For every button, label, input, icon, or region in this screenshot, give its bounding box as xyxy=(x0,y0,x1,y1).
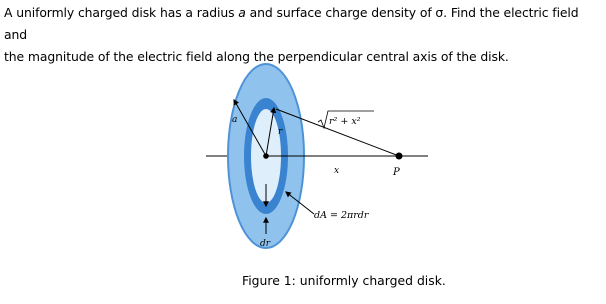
label-r: r xyxy=(278,127,283,137)
figure-caption: Figure 1: uniformly charged disk. xyxy=(242,273,446,288)
label-a: a xyxy=(232,115,238,125)
label-x: x xyxy=(334,166,340,176)
problem-line-2: the magnitude of the electric field along the perpendicular central axis of the disk. xyxy=(4,49,509,64)
charged-disk-figure xyxy=(196,56,446,256)
problem-line-1: A uniformly charged disk has a radius a and surface charge density of σ. Find the electric field and xyxy=(4,5,579,42)
label-da: dA = 2πrdr xyxy=(314,210,369,221)
label-p: P xyxy=(393,167,400,178)
label-dr: dr xyxy=(260,239,271,249)
label-sqrt-distance xyxy=(318,111,374,128)
svg-text:r² + x²: r² + x² xyxy=(329,116,361,127)
